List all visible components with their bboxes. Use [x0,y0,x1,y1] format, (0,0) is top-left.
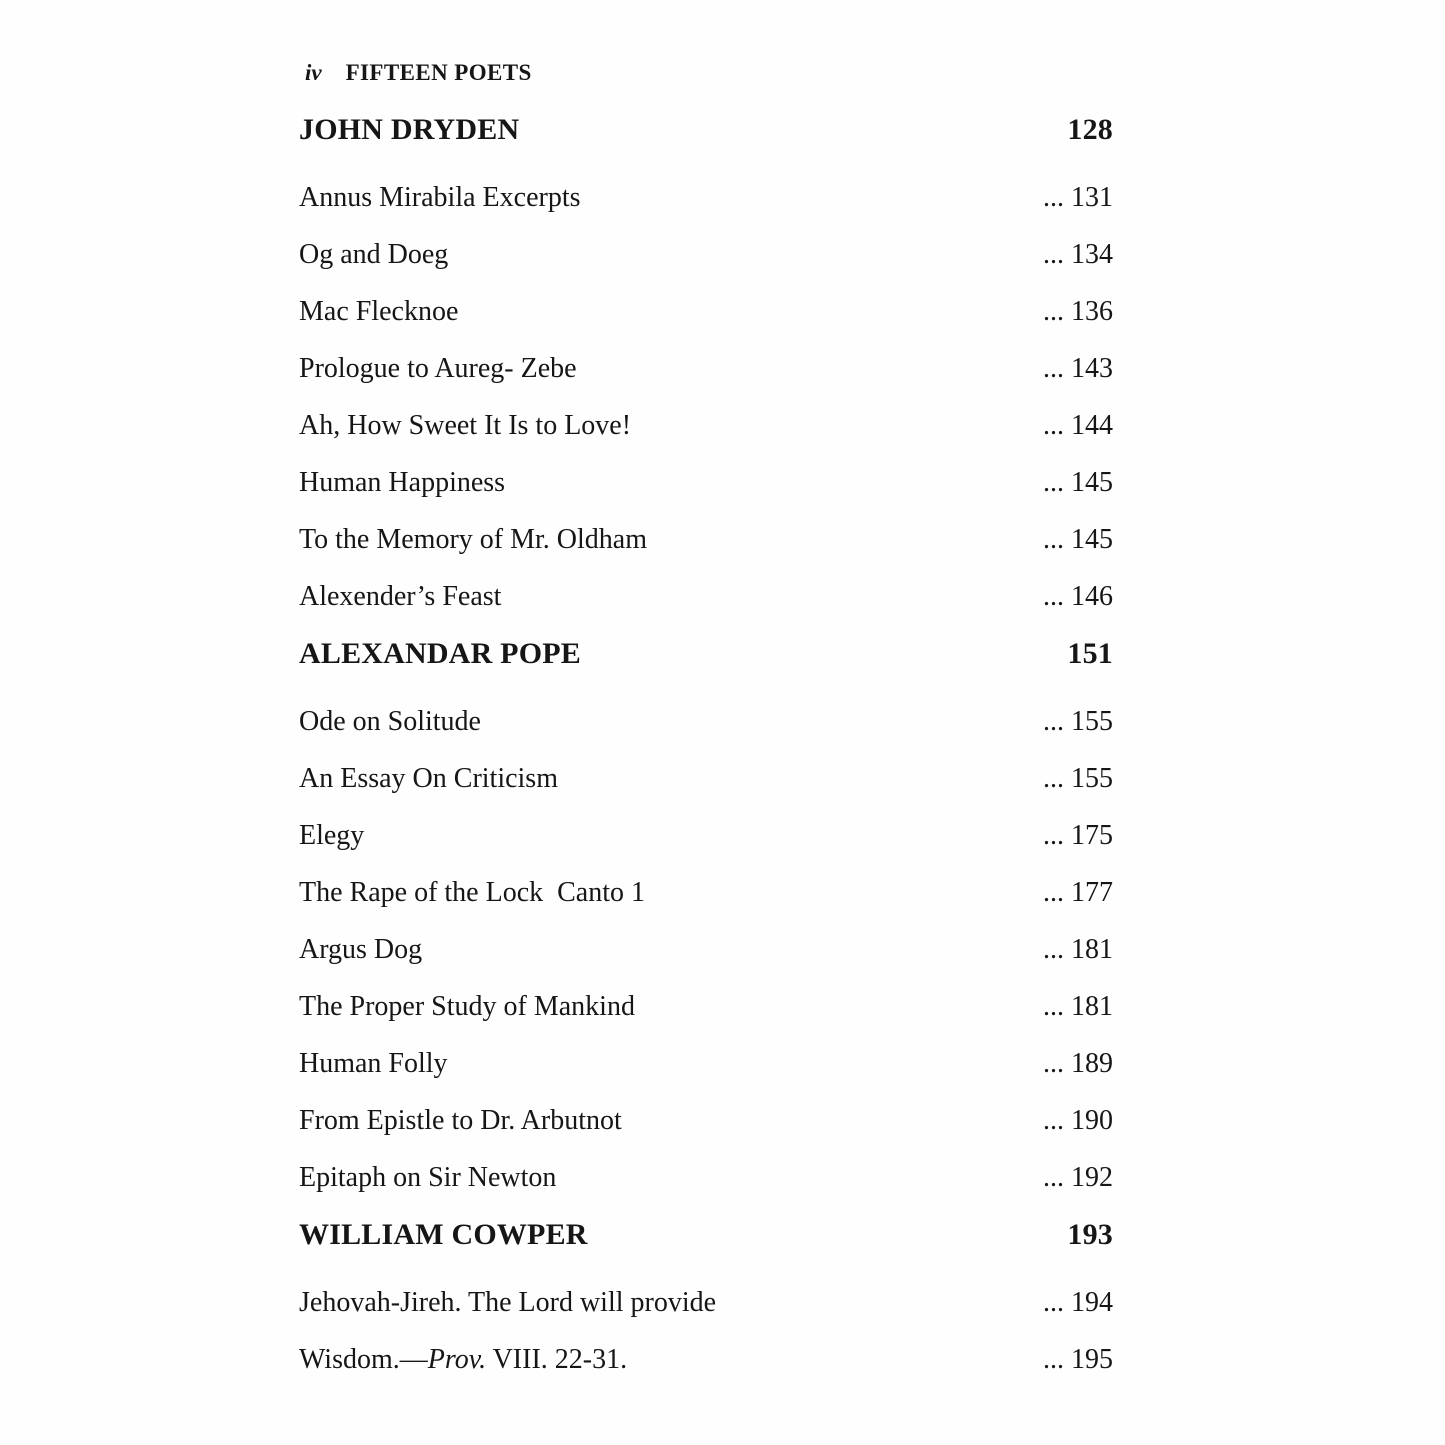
running-header [299,44,1113,101]
toc-entry [299,693,1113,750]
toc-entry [299,568,1113,625]
entry-title: Elegy [299,819,365,851]
entry-title: From Epistle to Dr. Arbutnot [299,1104,622,1136]
entry-page-number: ... 189 [1043,1047,1113,1079]
entry-title: An Essay On Criticism [299,762,558,794]
toc-entry [299,397,1113,454]
entry-page-number: ... 155 [1043,762,1113,794]
toc-entry [299,750,1113,807]
section-page-number: 193 [1067,1217,1113,1251]
section-page-number: 151 [1067,636,1113,670]
toc-entry [299,1092,1113,1149]
section-heading-john-dryden [299,101,1113,158]
entry-title: Human Happiness [299,466,506,498]
entry-title: The Rape of the Lock Canto 1 [299,876,646,908]
toc-entry [299,1274,1113,1331]
entry-title: Epitaph on Sir Newton [299,1161,557,1193]
entry-page-number: ... 175 [1043,819,1113,851]
toc-entry [299,864,1113,921]
section-title: WILLIAM COWPER [299,1217,588,1251]
section-page-number: 128 [1067,112,1113,146]
toc-entry [299,340,1113,397]
toc-entry [299,511,1113,568]
toc-entry [299,1149,1113,1206]
entry-title: Argus Dog [299,933,423,965]
section-heading-william-cowper [299,1206,1113,1263]
entry-title: Human Folly [299,1047,448,1079]
toc-entry [299,807,1113,864]
entry-title: Ode on Solitude [299,705,481,737]
section-title: ALEXANDAR POPE [299,636,581,670]
entry-page-number: ... 143 [1043,352,1113,384]
toc-entry [299,978,1113,1035]
section-title: JOHN DRYDEN [299,112,520,146]
entry-title: Prologue to Aureg- Zebe [299,352,577,384]
entry-page-number: ... 181 [1043,933,1113,965]
toc-entry [299,921,1113,978]
entry-page-number: ... 181 [1043,990,1113,1022]
toc-entry [299,169,1113,226]
entry-page-number: ... 194 [1043,1286,1113,1318]
entry-page-number: ... 131 [1043,181,1113,213]
toc-entry [299,1035,1113,1092]
entry-page-number: ... 192 [1043,1161,1113,1193]
toc-entry [299,454,1113,511]
entry-title-italic: Prov. [427,1343,487,1375]
toc-entry [299,226,1113,283]
entry-page-number: ... 146 [1043,580,1113,612]
entry-page-number: ... 144 [1043,409,1113,441]
entry-page-number: ... 134 [1043,238,1113,270]
entry-title: Alexender’s Feast [299,580,502,612]
section-heading-alexandar-pope [299,625,1113,682]
entry-title: Ah, How Sweet It Is to Love! [299,409,632,441]
entry-page-number: ... 195 [1043,1343,1113,1375]
entry-title: The Proper Study of Mankind [299,990,635,1022]
folio-page-number: iv [305,59,322,85]
entry-page-number: ... 145 [1043,466,1113,498]
entry-title: Mac Flecknoe [299,295,459,327]
entry-title-prefix: Wisdom.— [299,1343,428,1375]
entry-page-number: ... 136 [1043,295,1113,327]
entry-title: Og and Doeg [299,238,449,270]
entry-title-suffix: VIII. 22-31. [486,1343,628,1375]
toc-entry [299,283,1113,340]
entry-title: Jehovah-Jireh. The Lord will provide [299,1286,717,1318]
entry-page-number: ... 155 [1043,705,1113,737]
entry-page-number: ... 190 [1043,1104,1113,1136]
entry-title: Annus Mirabila Excerpts [299,181,581,213]
entry-page-number: ... 177 [1043,876,1113,908]
book-title: FIFTEEN POETS [345,59,532,85]
entry-page-number: ... 145 [1043,523,1113,555]
entry-title: To the Memory of Mr. Oldham [299,523,647,555]
entry-title [299,1344,627,1376]
toc-entry [299,1331,1113,1388]
